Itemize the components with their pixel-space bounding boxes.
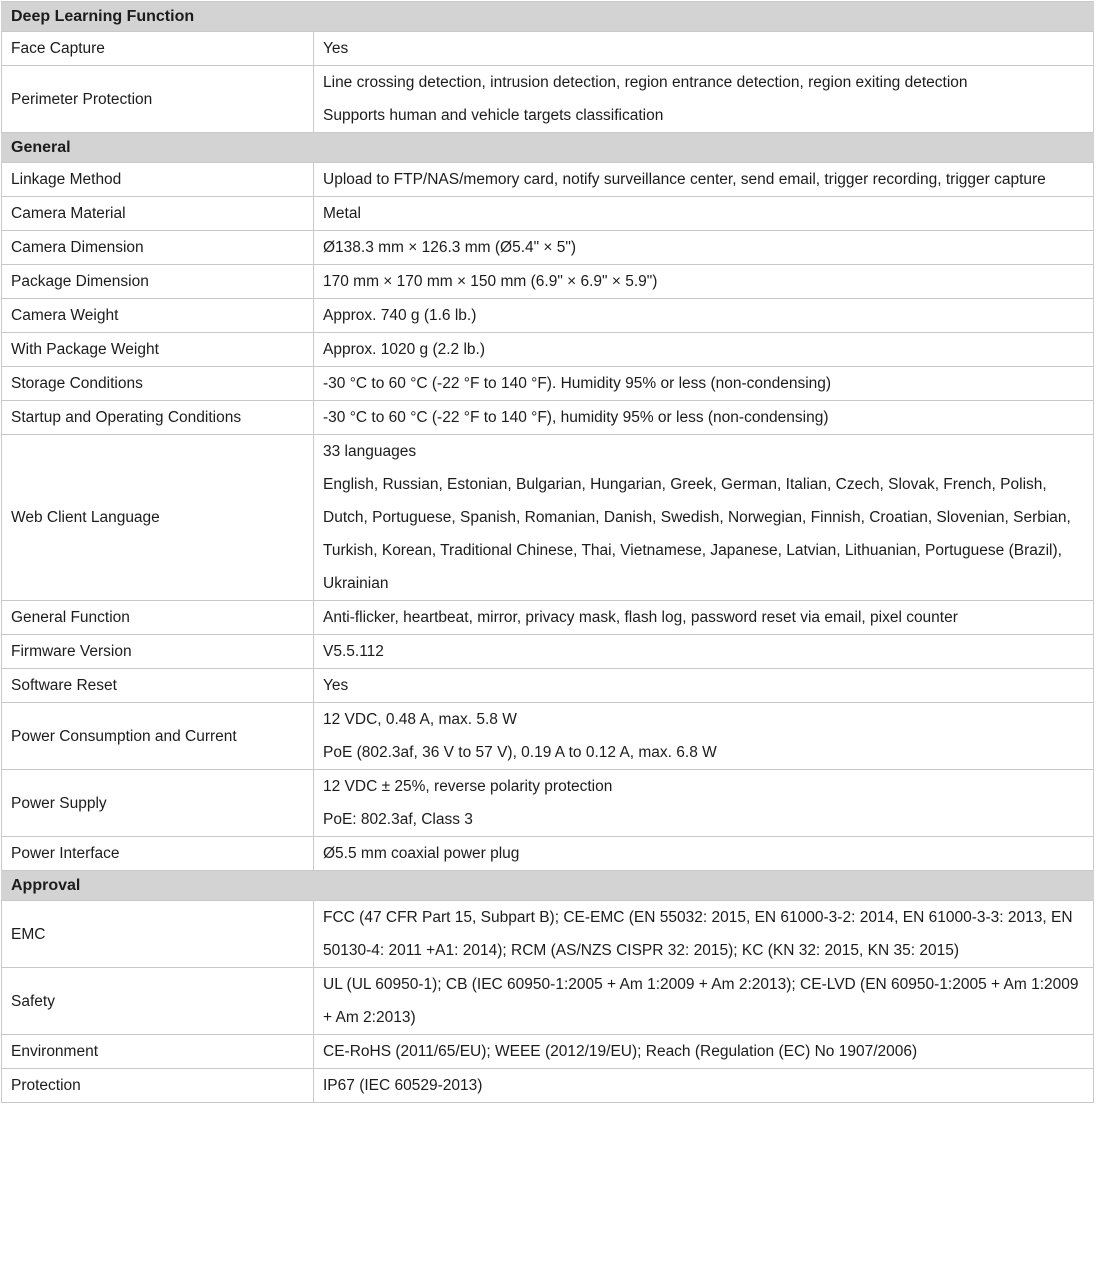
- row-label: Perimeter Protection: [2, 66, 314, 133]
- table-row: [2, 837, 1094, 871]
- section-title: Deep Learning Function: [2, 2, 1094, 32]
- row-label: Environment: [2, 1035, 314, 1069]
- value-paragraph: -30 °C to 60 °C (-22 °F to 140 °F). Humidity 95% or less (non-condensing): [323, 375, 832, 392]
- value-paragraph: FCC (47 CFR Part 15, Subpart B); CE-EMC (EN 55032: 2015, EN 61000-3-2: 2014, EN 61000-3-3: 2013, EN 50130-4: 2011 +A1: 2014); RCM (AS/NZS CISPR 32: 2015); KC (KN 32: 2015, KN 35: 2015): [323, 909, 1073, 959]
- table-row: [2, 669, 1094, 703]
- row-value: [314, 333, 1094, 367]
- section-header-row: [2, 2, 1094, 32]
- table-row: [2, 163, 1094, 197]
- row-value: [314, 635, 1094, 669]
- value-paragraph: Supports human and vehicle targets classification: [323, 107, 664, 124]
- row-label: Software Reset: [2, 669, 314, 703]
- value-paragraph: Metal: [323, 205, 361, 222]
- spec-table: [1, 1, 1094, 1103]
- row-label: Power Consumption and Current: [2, 703, 314, 770]
- row-value: [314, 703, 1094, 770]
- row-label: Web Client Language: [2, 435, 314, 601]
- row-label: Power Supply: [2, 770, 314, 837]
- row-value: [314, 669, 1094, 703]
- table-row: [2, 265, 1094, 299]
- row-value: [314, 401, 1094, 435]
- value-paragraph: 33 languages: [323, 443, 417, 460]
- value-paragraph: 170 mm × 170 mm × 150 mm (6.9" × 6.9" × 5.9"): [323, 273, 658, 290]
- row-value: [314, 770, 1094, 837]
- table-row: [2, 231, 1094, 265]
- row-value: [314, 435, 1094, 601]
- table-row: [2, 703, 1094, 770]
- row-label: Linkage Method: [2, 163, 314, 197]
- row-value: [314, 299, 1094, 333]
- table-row: [2, 1035, 1094, 1069]
- row-label: Protection: [2, 1069, 314, 1103]
- table-row: [2, 435, 1094, 601]
- row-label: Camera Weight: [2, 299, 314, 333]
- section-header-row: [2, 871, 1094, 901]
- value-paragraph: Yes: [323, 40, 349, 57]
- row-value: [314, 601, 1094, 635]
- value-paragraph: Upload to FTP/NAS/memory card, notify surveillance center, send email, trigger recording, trigger capture: [323, 171, 1046, 188]
- section-title: General: [2, 133, 1094, 163]
- table-row: [2, 401, 1094, 435]
- row-label: Face Capture: [2, 32, 314, 66]
- value-paragraph: Approx. 740 g (1.6 lb.): [323, 307, 477, 324]
- table-row: [2, 367, 1094, 401]
- table-row: [2, 601, 1094, 635]
- row-label: Power Interface: [2, 837, 314, 871]
- value-paragraph: -30 °C to 60 °C (-22 °F to 140 °F), humidity 95% or less (non-condensing): [323, 409, 829, 426]
- table-row: [2, 333, 1094, 367]
- table-row: [2, 901, 1094, 968]
- value-paragraph: PoE: 802.3af, Class 3: [323, 811, 473, 828]
- section-title: Approval: [2, 871, 1094, 901]
- row-label: Firmware Version: [2, 635, 314, 669]
- spec-table-body: [2, 2, 1094, 1103]
- value-paragraph: Ø5.5 mm coaxial power plug: [323, 845, 520, 862]
- row-value: [314, 66, 1094, 133]
- row-value: [314, 837, 1094, 871]
- row-label: General Function: [2, 601, 314, 635]
- row-label: Camera Material: [2, 197, 314, 231]
- table-row: [2, 66, 1094, 133]
- row-value: [314, 265, 1094, 299]
- value-paragraph: PoE (802.3af, 36 V to 57 V), 0.19 A to 0.12 A, max. 6.8 W: [323, 744, 717, 761]
- value-paragraph: 12 VDC ± 25%, reverse polarity protection: [323, 778, 613, 795]
- value-paragraph: V5.5.112: [323, 643, 384, 660]
- table-row: [2, 32, 1094, 66]
- row-value: [314, 1035, 1094, 1069]
- row-label: With Package Weight: [2, 333, 314, 367]
- row-label: Safety: [2, 968, 314, 1035]
- row-value: [314, 1069, 1094, 1103]
- row-value: [314, 197, 1094, 231]
- value-paragraph: UL (UL 60950-1); CB (IEC 60950-1:2005 + Am 1:2009 + Am 2:2013); CE-LVD (EN 60950-1:2005 + Am 1:2009 + Am 2:2013): [323, 976, 1079, 1026]
- row-value: [314, 367, 1094, 401]
- row-value: [314, 901, 1094, 968]
- table-row: [2, 197, 1094, 231]
- value-paragraph: Ø138.3 mm × 126.3 mm (Ø5.4" × 5"): [323, 239, 577, 256]
- table-row: [2, 299, 1094, 333]
- value-paragraph: Yes: [323, 677, 349, 694]
- value-paragraph: 12 VDC, 0.48 A, max. 5.8 W: [323, 711, 517, 728]
- row-value: [314, 968, 1094, 1035]
- value-paragraph: Approx. 1020 g (2.2 lb.): [323, 341, 485, 358]
- row-value: [314, 231, 1094, 265]
- row-value: [314, 163, 1094, 197]
- table-row: [2, 770, 1094, 837]
- row-label: EMC: [2, 901, 314, 968]
- value-paragraph: Anti-flicker, heartbeat, mirror, privacy mask, flash log, password reset via email, pixel counter: [323, 609, 958, 626]
- section-header-row: [2, 133, 1094, 163]
- value-paragraph: English, Russian, Estonian, Bulgarian, Hungarian, Greek, German, Italian, Czech, Slovak, French, Polish, Dutch, Portuguese, Spanish, Romanian, Danish, Swedish, Norwegian, Finnish, Croatian, Slovenian, Serbian, Turkish, Korean, Traditional Chinese, Thai, Vietnamese, Japanese, Latvian, Lithuanian, Portuguese (Brazil), Ukrainian: [323, 476, 1071, 592]
- table-row: [2, 1069, 1094, 1103]
- row-label: Camera Dimension: [2, 231, 314, 265]
- value-paragraph: CE-RoHS (2011/65/EU); WEEE (2012/19/EU); Reach (Regulation (EC) No 1907/2006): [323, 1043, 918, 1060]
- table-row: [2, 968, 1094, 1035]
- row-label: Startup and Operating Conditions: [2, 401, 314, 435]
- value-paragraph: IP67 (IEC 60529-2013): [323, 1077, 483, 1094]
- row-label: Package Dimension: [2, 265, 314, 299]
- value-paragraph: Line crossing detection, intrusion detection, region entrance detection, region exiting detection: [323, 74, 968, 91]
- table-row: [2, 635, 1094, 669]
- row-label: Storage Conditions: [2, 367, 314, 401]
- row-value: [314, 32, 1094, 66]
